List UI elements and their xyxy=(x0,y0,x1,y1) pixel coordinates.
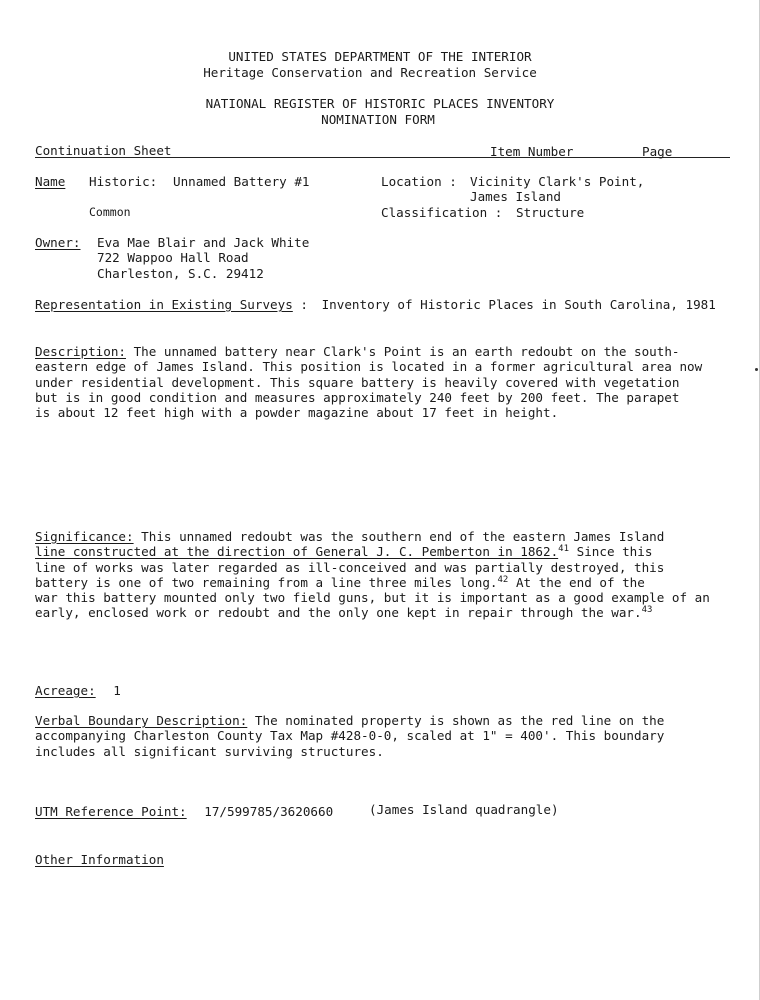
significance-label: Significance: xyxy=(35,529,134,544)
acreage-value: 1 xyxy=(113,683,121,698)
significance-line-1: This unnamed redoubt was the southern end of the eastern James Island xyxy=(141,529,665,544)
common-label: Common xyxy=(89,205,131,219)
boundary-line-1: The nominated property is shown as the red line on the xyxy=(254,713,665,728)
description-line-4: but is in good condition and measures approximately 240 feet by 200 feet. The parapet xyxy=(35,389,680,405)
significance-line-3: line of works was later regarded as ill-conceived and was partially destroyed, this xyxy=(35,559,665,575)
header-form: NOMINATION FORM xyxy=(321,112,435,127)
boundary-line-2: accompanying Charleston County Tax Map #428-0-0, scaled at 1" = 400'. This boundary xyxy=(35,728,665,744)
classification-value: Structure xyxy=(516,205,585,220)
significance-line-2b: Since this xyxy=(576,544,653,560)
significance-line-2: line constructed at the direction of General J. C. Pemberton in 1862. xyxy=(35,544,559,560)
significance-line-4b: At the end of the xyxy=(515,574,645,590)
utm-quadrangle: (James Island quadrangle) xyxy=(369,802,559,817)
owner-name: Eva Mae Blair and Jack White xyxy=(97,235,310,250)
continuation-rule xyxy=(35,157,730,158)
name-label: Name xyxy=(35,174,66,189)
location-value-1: Vicinity Clark's Point, xyxy=(470,174,645,189)
header-department: UNITED STATES DEPARTMENT OF THE INTERIOR xyxy=(228,49,532,64)
continuation-sheet-label: Continuation Sheet xyxy=(35,143,172,158)
surveys-separator: : xyxy=(300,297,308,312)
utm-label: UTM Reference Point: xyxy=(35,804,187,819)
description-label: Description: xyxy=(35,344,126,359)
location-value-2: James Island xyxy=(470,189,561,204)
other-information-label: Other Information xyxy=(35,852,164,867)
surveys-label: Representation in Existing Surveys xyxy=(35,297,293,312)
owner-label: Owner: xyxy=(35,235,81,250)
header-service: Heritage Conservation and Recreation Service xyxy=(203,65,537,80)
page-label: Page xyxy=(642,144,673,159)
utm-row xyxy=(35,804,333,819)
footnote-41: 41 xyxy=(558,544,570,555)
historic-value: Unnamed Battery #1 xyxy=(173,174,310,189)
acreage-row xyxy=(35,683,121,698)
margin-mark xyxy=(755,368,758,371)
historic-label: Historic: xyxy=(89,174,158,189)
owner-city: Charleston, S.C. 29412 xyxy=(97,266,264,281)
classification-label: Classification : xyxy=(381,205,503,220)
description-line-2: eastern edge of James Island. This position is located in a former agricultural area now xyxy=(35,359,703,375)
description-line-1: The unnamed battery near Clark's Point is an earth redoubt on the south- xyxy=(133,344,680,359)
significance-line-5: war this battery mounted only two field guns, but it is important as a good example of an xyxy=(35,590,710,606)
footnote-43: 43 xyxy=(641,605,653,616)
description-line-5: is about 12 feet high with a powder magazine about 17 feet in height. xyxy=(35,405,559,421)
item-number-label: Item Number xyxy=(490,144,574,159)
utm-value: 17/599785/3620660 xyxy=(204,804,334,819)
footnote-42: 42 xyxy=(497,574,509,585)
boundary-block xyxy=(35,713,664,759)
header-register: NATIONAL REGISTER OF HISTORIC PLACES INVENTORY xyxy=(205,96,555,111)
description-block xyxy=(35,344,702,420)
boundary-line-3: includes all significant surviving structures. xyxy=(35,743,384,759)
owner-street: 722 Wappoo Hall Road xyxy=(97,250,249,265)
acreage-label: Acreage: xyxy=(35,683,96,698)
boundary-label: Verbal Boundary Description: xyxy=(35,713,248,728)
significance-block xyxy=(35,529,710,621)
surveys-value: Inventory of Historic Places in South Carolina, 1981 xyxy=(321,297,716,312)
significance-line-4: battery is one of two remaining from a line three miles long. xyxy=(35,574,498,590)
surveys-row xyxy=(35,297,716,312)
description-line-3: under residential development. This square battery is heavily covered with vegetation xyxy=(35,374,680,390)
location-label: Location : xyxy=(381,174,457,189)
significance-line-6: early, enclosed work or redoubt and the only one kept in repair through the war. xyxy=(35,605,642,621)
